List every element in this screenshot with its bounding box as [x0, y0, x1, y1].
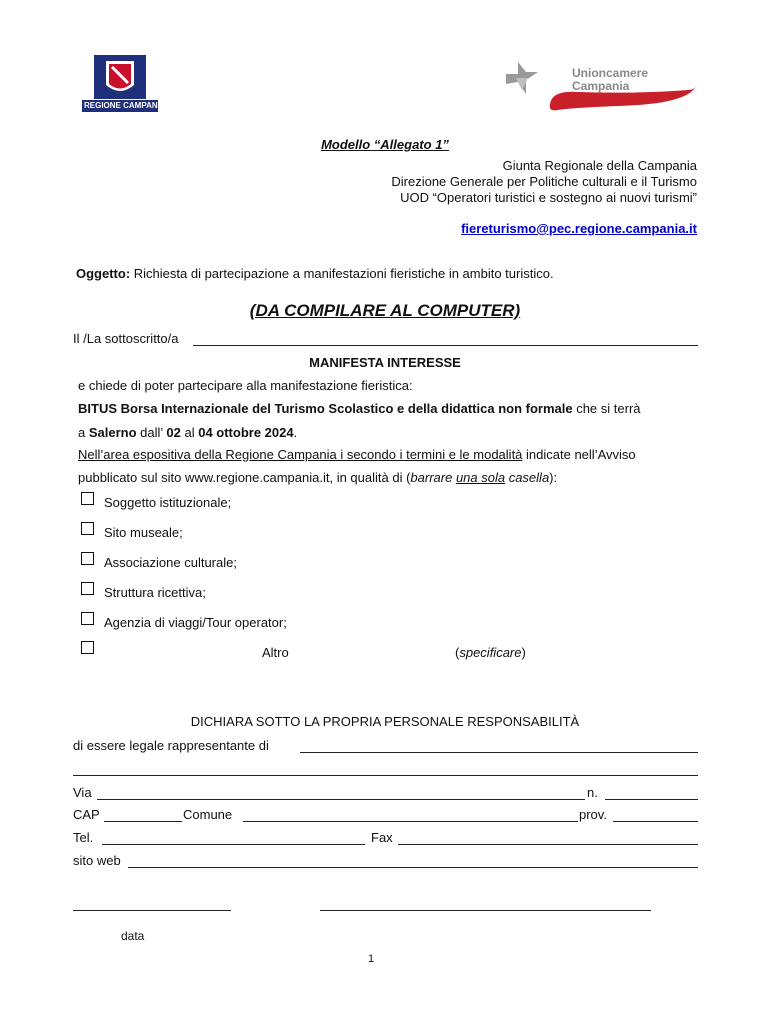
unioncamere-name: Unioncamere — [572, 66, 649, 80]
event-dot: . — [293, 425, 298, 440]
option-label-5: Agenzia di viaggi/Tour operator; — [104, 615, 287, 630]
oggetto-label: Oggetto: — [76, 266, 131, 281]
area-line-1 — [78, 447, 636, 462]
option-label-4: Struttura ricettiva; — [104, 585, 206, 600]
area-line-2-b: barrare — [410, 470, 456, 485]
option-label-1: Soggetto istituzionale; — [104, 495, 232, 510]
event-day-start: 02 — [166, 425, 181, 440]
option-label-2: Sito museale; — [104, 525, 183, 540]
altro-specificare — [455, 645, 526, 660]
altro-spec: specificare — [459, 645, 522, 660]
dichiara-heading: DICHIARA SOTTO LA PROPRIA PERSONALE RESPONSABILITÀ — [190, 714, 580, 729]
sito-web-label: sito web — [73, 853, 121, 868]
sottoscritto-field-line[interactable] — [193, 345, 698, 346]
altro-spec-open: ( — [455, 645, 460, 660]
option-checkbox-4[interactable] — [81, 582, 94, 595]
area-underlined: Nell’area espositiva della Regione Campania i secondo i termini e le modalità — [78, 447, 523, 462]
blank-field-line[interactable] — [73, 775, 698, 776]
altro-label: Altro — [262, 645, 289, 660]
event-day-end: 04 ottobre 2024 — [198, 425, 294, 440]
fax-label: Fax — [371, 830, 393, 845]
regione-campania-caption: REGIONE CAMPANIA — [84, 101, 166, 110]
oggetto-line — [76, 266, 554, 281]
area-line-2-e: ): — [549, 470, 558, 485]
unioncamere-logo — [498, 54, 698, 114]
document-title: Modello “Allegato 1” — [321, 137, 449, 152]
area-line-2-c: una sola — [455, 470, 506, 485]
option-checkbox-altro[interactable] — [81, 641, 94, 654]
comune-label: Comune — [183, 807, 233, 822]
event-a: a — [78, 425, 89, 440]
manifesta-interesse-heading: MANIFESTA INTERESSE — [309, 355, 461, 370]
tel-label: Tel. — [73, 830, 94, 845]
date-label: data — [121, 929, 145, 943]
numero-label: n. — [587, 785, 598, 800]
address-line-2: Direzione Generale per Politiche culturali e il Turismo — [391, 174, 697, 189]
oggetto-text: Richiesta di partecipazione a manifestazioni fieristiche in ambito turistico. — [130, 266, 554, 281]
address-line-3: UOD “Operatori turistici e sostegno ai nuovi turismi” — [400, 190, 697, 205]
date-field-line[interactable] — [73, 910, 231, 911]
via-field-line[interactable] — [97, 799, 585, 800]
event-after-name: che si terrà — [572, 401, 641, 416]
area-rest: indicate nell’Avviso — [522, 447, 636, 462]
area-line-2 — [78, 470, 557, 485]
area-line-2-a: pubblicato sul sito www.regione.campania.it, in qualità di ( — [78, 470, 411, 485]
option-checkbox-5[interactable] — [81, 612, 94, 625]
area-line-2-d: casella — [505, 470, 550, 485]
option-checkbox-3[interactable] — [81, 552, 94, 565]
event-dal: dall’ — [136, 425, 167, 440]
page-number: 1 — [367, 953, 375, 965]
event-name: BITUS Borsa Internazionale del Turismo Scolastico e della didattica non formale — [78, 401, 573, 416]
fax-field-line[interactable] — [398, 844, 698, 845]
legale-label: di essere legale rappresentante di — [73, 738, 269, 753]
numero-field-line[interactable] — [605, 799, 698, 800]
address-line-1: Giunta Regionale della Campania — [502, 158, 697, 173]
cap-label: CAP — [73, 807, 100, 822]
option-checkbox-2[interactable] — [81, 522, 94, 535]
sito-web-field-line[interactable] — [128, 867, 698, 868]
option-checkbox-1[interactable] — [81, 492, 94, 505]
event-line-1 — [78, 401, 641, 416]
event-city: Salerno — [88, 425, 137, 440]
unioncamere-region: Campania — [572, 79, 630, 93]
pec-email-link[interactable]: fiereturismo@pec.regione.campania.it — [461, 221, 697, 236]
compile-note: (DA COMPILARE AL COMPUTER) — [249, 301, 521, 320]
chiede-text: e chiede di poter partecipare alla manifestazione fieristica: — [78, 378, 413, 393]
prov-field-line[interactable] — [613, 821, 698, 822]
event-al: al — [180, 425, 199, 440]
prov-label: prov. — [579, 807, 607, 822]
comune-field-line[interactable] — [243, 821, 578, 822]
option-label-3: Associazione culturale; — [104, 555, 237, 570]
event-line-2 — [78, 425, 297, 440]
legale-field-line[interactable] — [300, 752, 698, 753]
regione-campania-logo — [82, 55, 166, 113]
signature-field-line[interactable] — [320, 910, 651, 911]
tel-field-line[interactable] — [102, 844, 365, 845]
cap-field-line[interactable] — [104, 821, 182, 822]
via-label: Via — [73, 785, 92, 800]
altro-spec-close: ) — [521, 645, 526, 660]
sottoscritto-label: Il /La sottoscritto/a — [73, 331, 179, 346]
